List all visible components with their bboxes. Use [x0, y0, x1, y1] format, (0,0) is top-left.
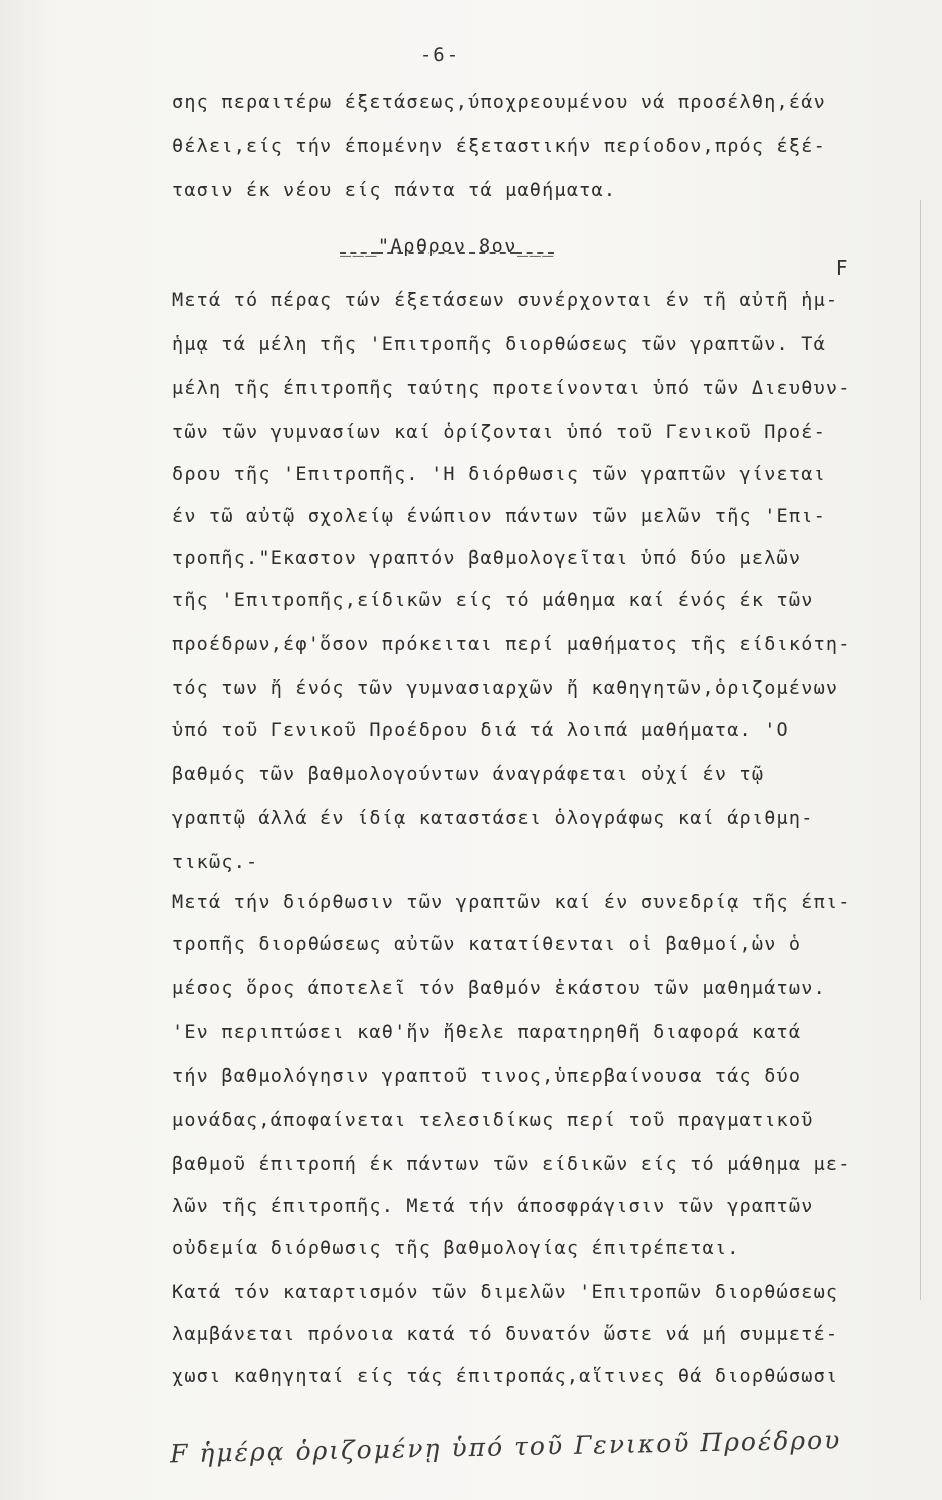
text-line: βαθμοῦ έπιτροπή έκ πάντων τῶν είδικῶν είς τό μάθημα με- — [172, 1154, 851, 1175]
text-line: 'Εν περιπτώσει καθ'ἥν ἤθελε παρατηρηθῆ διαφορά κατά — [172, 1022, 802, 1043]
text-line: Κατά τόν καταρτισμόν τῶν διμελῶν 'Επιτροπῶν διορθώσεως — [172, 1282, 839, 1303]
article-heading-text: "Αρθρον 8ον — [377, 236, 517, 257]
text-line: τῆς 'Επιτροπῆς,είδικῶν είς τό μάθημα καί ένός έκ τῶν — [172, 590, 814, 611]
text-line: τασιν έκ νέου είς πάντα τά μαθήματα. — [172, 180, 617, 201]
margin-rule — [920, 200, 921, 1300]
text-line: χωσι καθηγηταί είς τάς έπιτροπάς,αἵτινες θά διορθώσωσι — [172, 1366, 839, 1387]
text-line: βαθμός τῶν βαθμολογούντων άναγράφεται οὐχί έν τῷ — [172, 764, 765, 785]
text-line: γραπτῷ άλλά έν ίδίᾳ καταστάσει ὁλογράφως καί άριθμη- — [172, 808, 814, 829]
text-line: οὐδεμία διόρθωσις τῆς βαθμολογίας έπιτρέπεται. — [172, 1238, 740, 1259]
article-heading: ___"Αρθρον 8ον___ — [340, 236, 555, 257]
text-line: σης περαιτέρω έξετάσεως,ύποχρεουμένου νά προσέλθη,έάν — [172, 92, 826, 113]
text-line: τροπῆς."Εκαστον γραπτόν βαθμολογεῖται ὑπό δύο μελῶν — [172, 548, 802, 569]
text-line: ὑπό τοῦ Γενικοῦ Προέδρου διά τά λοιπά μαθήματα. 'Ο — [172, 720, 789, 741]
handwritten-annotation: F ἡμέρᾳ ὁριζομένῃ ὑπό τοῦ Γενικοῦ Προέδρου — [169, 1425, 842, 1469]
text-line: ἡμᾳ τά μέλη τῆς 'Επιτροπῆς διορθώσεως τῶν γραπτῶν. Τά — [172, 334, 826, 355]
text-line: τός των ἤ ένός τῶν γυμνασιαρχῶν ἤ καθηγητῶν,ὁριζομένων — [172, 678, 839, 699]
text-line: λαμβάνεται πρόνοια κατά τό δυνατόν ὥστε νά μή συμμετέ- — [172, 1324, 839, 1345]
text-line: δρου τῆς 'Επιτροπῆς. 'Η διόρθωσις τῶν γραπτῶν γίνεται — [172, 464, 826, 485]
text-line: Μετά τό πέρας τών έξετάσεων συνέρχονται έν τῆ αὐτῆ ἡμ- — [172, 290, 839, 311]
text-line: μέλη τῆς έπιτροπῆς ταύτης προτείνονται ὑπό τῶν Διευθυν- — [172, 378, 851, 399]
text-line: μονάδας,άποφαίνεται τελεσιδίκως περί τοῦ πραγματικοῦ — [172, 1110, 814, 1131]
text-line: τῶν τῶν γυμνασίων καί ὁρίζονται ὑπό τοῦ Γενικοῦ Προέ- — [172, 422, 826, 443]
text-line: θέλει,είς τήν έπομένην έξεταστικήν περίοδον,πρός έξέ- — [172, 136, 826, 157]
page-number: -6- — [419, 44, 461, 66]
text-line: τροπῆς διορθώσεως αὐτῶν κατατίθενται οἱ βαθμοί,ὧν ὁ — [172, 934, 802, 955]
text-line: έν τῶ αὐτῷ σχολείῳ ένώπιον πάντων τῶν μελῶν τῆς 'Επι- — [172, 506, 826, 527]
text-line: τικῶς.- — [172, 852, 259, 873]
text-line: Μετά τήν διόρθωσιν τῶν γραπτῶν καί έν συνεδρίᾳ τῆς έπι- — [172, 892, 851, 913]
text-line: λῶν τῆς έπιτροπῆς. Μετά τήν άποσφράγισιν τῶν γραπτῶν — [172, 1196, 814, 1217]
text-line: προέδρων,έφ'ὅσον πρόκειται περί μαθήματος τῆς είδικότη- — [172, 634, 851, 655]
text-line: μέσος ὅρος άποτελεῖ τόν βαθμόν ἑκάστου τῶν μαθημάτων. — [172, 978, 826, 999]
text-line: τήν βαθμολόγησιν γραπτοῦ τινος,ὑπερβαίνουσα τάς δύο — [172, 1066, 802, 1087]
margin-annotation: F — [836, 256, 848, 280]
